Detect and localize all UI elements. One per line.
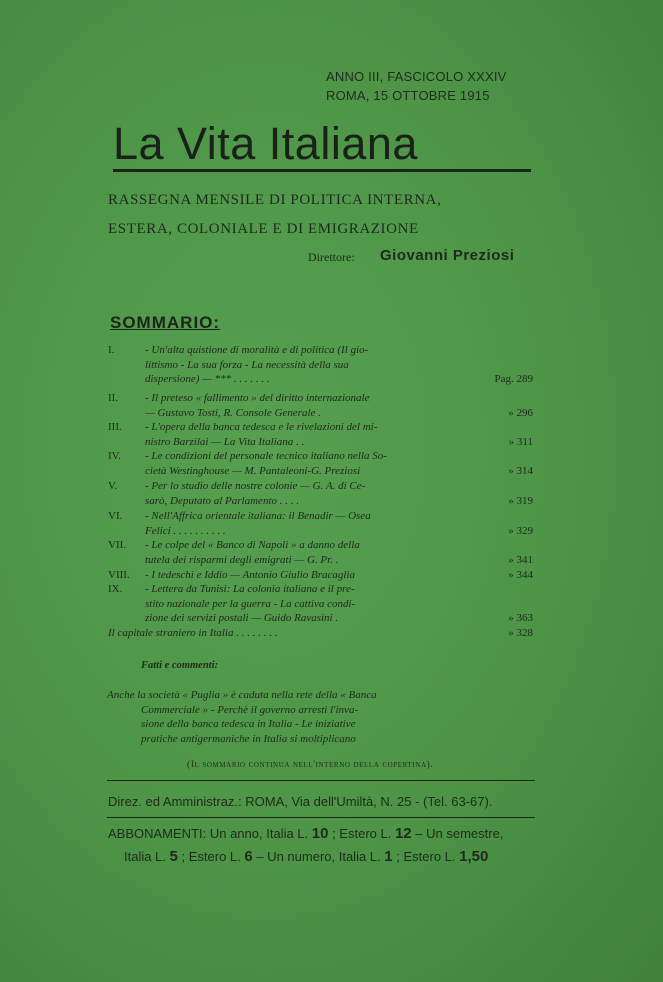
toc-entry-page: » 296 <box>508 406 533 419</box>
address-line: Direz. ed Amministraz.: ROMA, Via dell'Umiltà, N. 25 - (Tel. 63-67). <box>108 794 493 809</box>
toc-entry-line: - I tedeschi e Iddio — Antonio Giulio Bracaglia <box>145 569 355 581</box>
abb-numero-estero: 1,50 <box>459 848 489 865</box>
fatti-line: sione della banca tedesca in Italia - Le iniziative <box>141 718 356 730</box>
toc-entry-page: » 314 <box>508 464 533 477</box>
abb-year-italia: 10 <box>311 825 329 842</box>
toc-entry-text <box>145 509 495 538</box>
toc-entry <box>108 391 533 420</box>
toc-entry-text <box>145 391 495 420</box>
toc-entry-line: nistro Barzilai — La Vita Italiana . . <box>145 435 305 448</box>
toc-entry-text <box>145 449 495 478</box>
fatti-line: pratiche antigermaniche in Italia si moltiplicano <box>141 732 356 745</box>
issue-line: ANNO III, FASCICOLO XXXIV <box>326 69 507 84</box>
toc-entry-page: Pag. 289 <box>494 373 533 385</box>
magazine-title: La Vita Italiana <box>113 118 418 169</box>
director-label: Direttore: <box>308 250 355 264</box>
abb-numero-estero-label: ; Estero L. <box>396 849 456 864</box>
toc-entry-line: zione dei servizi postali — Guido Ravasini . <box>145 612 339 624</box>
fatti-line: Anche la società « Puglia » è caduta nella rete della « Banca <box>107 689 377 701</box>
abb-numero-label: – Un numero, Italia L. <box>256 849 381 864</box>
fatti-line: Commerciale » - Perchè il governo arresti l'inva- <box>141 703 359 716</box>
fatti-body <box>107 688 511 746</box>
subscription-line-2 <box>124 848 488 865</box>
date-line: ROMA, 15 OTTOBRE 1915 <box>326 88 490 103</box>
toc-entry-line: - Lettera da Tunisi: La colonia italiana e il pre- <box>145 583 355 595</box>
toc-entry-line: littismo - La sua forza - La necessità della sua <box>145 358 349 371</box>
toc-entry <box>108 582 533 626</box>
footer-rule-top <box>107 780 535 781</box>
toc-entry <box>108 568 533 583</box>
abb-sem-italia: 5 <box>169 848 178 865</box>
abb-year-estero: 12 <box>394 825 412 842</box>
subtitle-line-2: ESTERA, COLONIALE E DI EMIGRAZIONE <box>108 221 419 237</box>
abb-numero-italia: 1 <box>384 848 393 865</box>
toc-entry-number: I. <box>108 344 115 356</box>
abb-sem-estero: 6 <box>244 848 253 865</box>
subtitle-line-1: RASSEGNA MENSILE DI POLITICA INTERNA, <box>108 192 442 208</box>
toc-entry-page: » 344 <box>508 569 533 581</box>
toc-entry-page: » 328 <box>508 627 533 639</box>
toc-entry <box>108 509 533 538</box>
toc-entry-line: - Nell'Affrica orientale italiana: il Benadir — Osea <box>145 510 371 522</box>
toc-entry <box>108 420 533 449</box>
toc-entry-number: VII. <box>108 539 127 551</box>
fatti-heading: Fatti e commenti: <box>141 660 218 671</box>
sommario-continua-note: (Il sommario continua nell'interno della copertina). <box>187 760 434 770</box>
toc-entry-number: V. <box>108 480 118 492</box>
toc-entry-line: sarò, Deputato al Parlamento . . . . <box>145 494 299 507</box>
toc-entry-text <box>145 343 495 387</box>
sommario-heading: SOMMARIO: <box>110 313 221 332</box>
toc-entry-number: IX. <box>108 583 123 595</box>
toc-entry-number: IV. <box>108 450 121 462</box>
toc-entry-number: II. <box>108 392 119 404</box>
toc-entry-page: » 311 <box>508 435 533 448</box>
toc-entry-number: III. <box>108 421 122 433</box>
abb-sem-estero-label: ; Estero L. <box>181 849 241 864</box>
toc-entry-line: cietà Westinghouse — M. Pantaleoni-G. Preziosi <box>145 464 361 477</box>
toc-entry-page: » 363 <box>508 612 533 624</box>
toc-entry-line: - Le colpe del « Banco di Napoli » a danno della <box>145 539 360 551</box>
toc-entry-page: » 341 <box>508 553 533 566</box>
toc-entry-line: stito nazionale per la guerra - La cattiva condi- <box>145 597 356 610</box>
toc-entry-text <box>145 420 495 449</box>
toc-entry-line: Il capitale straniero in Italia . . . . . . . . <box>108 627 278 639</box>
toc-entry-line: - Le condizioni del personale tecnico italiano nella So- <box>145 450 387 462</box>
subscription-line-1 <box>108 825 503 842</box>
footer-rule-bottom <box>107 817 535 818</box>
abb-label: ABBONAMENTI: Un anno, Italia L. <box>108 826 309 841</box>
toc-entry <box>108 538 533 567</box>
director-name: Giovanni Preziosi <box>380 247 515 264</box>
abb-semestre: – Un semestre, <box>415 826 504 841</box>
abb-estero-label: ; Estero L. <box>332 826 392 841</box>
toc-entry-line: Felici . . . . . . . . . . <box>145 524 226 537</box>
toc-entry-line: - Per lo studio delle nostre colonie — G. A. di Ce- <box>145 480 366 492</box>
toc-entry-number: VIII. <box>108 569 130 581</box>
toc-entry-text <box>108 626 488 641</box>
toc-entry-text <box>145 582 495 626</box>
abb-sem-italia-label: Italia L. <box>124 849 166 864</box>
toc-entry <box>108 343 533 387</box>
toc-entry <box>108 479 533 508</box>
toc-entry-line: tutela dei risparmi degli emigrati — G. Pr. . <box>145 553 339 566</box>
toc-entry-page: » 319 <box>508 494 533 507</box>
toc-entry-page: » 329 <box>508 524 533 537</box>
title-rule <box>113 169 531 172</box>
toc-entry <box>108 626 533 641</box>
toc-entry-line: dispersione) — *** . . . . . . . <box>145 373 270 385</box>
toc-entry-line: — Gustavo Tosti, R. Console Generale . <box>145 406 321 419</box>
toc-entry-number: VI. <box>108 510 123 522</box>
toc-entry-line: - Il preteso « fallimento » del diritto internazionale <box>145 392 370 404</box>
toc-entry-line: - Un'alta quistione di moralità e di politica (Il gio- <box>145 344 369 356</box>
toc-entry-text <box>145 538 495 567</box>
toc-entry-line: - L'opera della banca tedesca e le rivelazioni del mi- <box>145 421 378 433</box>
toc-entry-text <box>145 568 495 583</box>
toc-entry <box>108 449 533 478</box>
toc-entry-text <box>145 479 495 508</box>
